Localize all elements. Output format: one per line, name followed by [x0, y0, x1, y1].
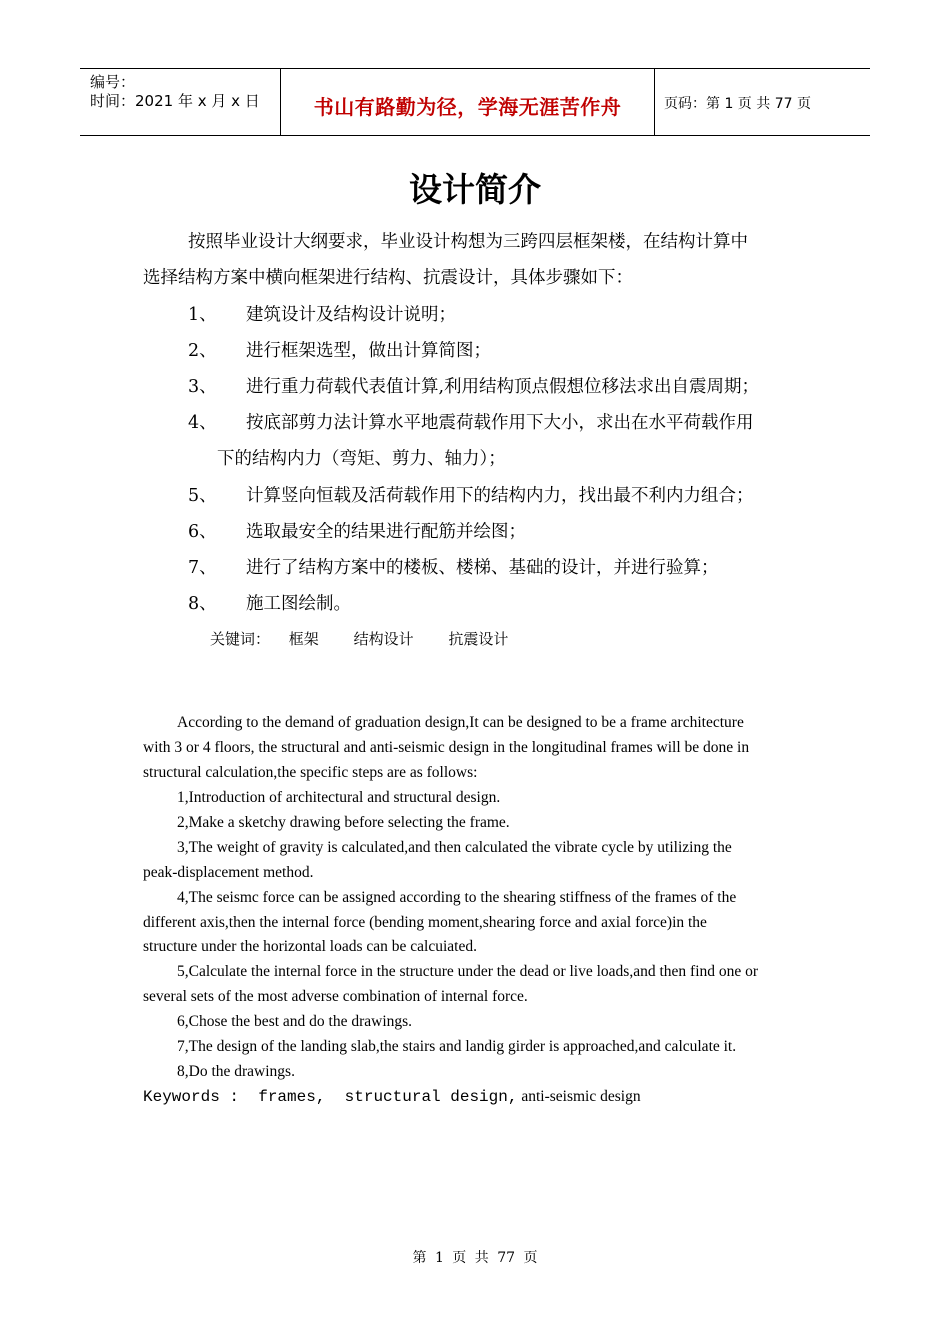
english-line: structural calculation,the specific steps are as follows:: [143, 764, 478, 781]
english-line: 7,The design of the landing slab,the stairs and landig girder is approached,and calculate it.: [177, 1038, 737, 1055]
english-line: different axis,then the internal force (bending moment,shearing force and axial force)in the: [143, 914, 707, 931]
list-item-text: 进行框架选型，做出计算简图；: [246, 341, 491, 361]
keywords-zh-label: 关键词：: [210, 630, 271, 648]
list-item-text: 进行重力荷载代表值计算,利用结构顶点假想位移法求出自震周期；: [246, 377, 760, 397]
page-info: 页码：第 1 页 共 77 页: [664, 96, 811, 112]
header-page-cell: [655, 69, 870, 135]
keywords-zh: [210, 628, 538, 649]
list-item-continuation: 下的结构内力（弯矩、剪力、轴力）；: [217, 449, 506, 469]
list-item-number: 6、: [188, 522, 217, 542]
list-item-number: 3、: [188, 377, 217, 397]
list-item-number: 8、: [188, 594, 217, 614]
list-item-number: 5、: [188, 486, 217, 506]
english-line: 8,Do the drawings.: [177, 1063, 295, 1080]
list-item-number: 4、: [188, 413, 217, 433]
keywords-en-label: Keywords : frames, structural design,: [143, 1088, 518, 1106]
code-label: 编号：: [90, 73, 136, 91]
page-footer: 第 1 页 共 77 页: [412, 1250, 538, 1266]
intro-line-2: 选择结构方案中横向框架进行结构、抗震设计，具体步骤如下：: [143, 268, 633, 288]
list-item-text: 建筑设计及结构设计说明；: [246, 305, 456, 325]
list-item-number: 1、: [188, 305, 217, 325]
list-item-text: 施工图绘制。: [246, 594, 351, 614]
keywords-en-last: anti-seismic design: [517, 1088, 641, 1105]
english-line: with 3 or 4 floors, the structural and anti-seismic design in the longitudinal frames will be done in: [143, 739, 750, 756]
english-line: 4,The seismc force can be assigned according to the shearing stiffness of the frames of the: [177, 889, 737, 906]
keyword: 结构设计: [353, 630, 414, 648]
keyword: 框架: [288, 630, 319, 648]
english-line: structure under the horizontal loads can be calcuiated.: [143, 938, 477, 955]
list-item-text: 计算竖向恒载及活荷载作用下的结构内力，找出最不利内力组合；: [246, 486, 754, 506]
time-label: 时间：2021 年 x 月 x 日: [90, 92, 260, 110]
english-line: 6,Chose the best and do the drawings.: [177, 1013, 413, 1030]
english-line: According to the demand of graduation design,It can be designed to be a frame architecture: [177, 714, 744, 731]
list-item-text: 按底部剪力法计算水平地震荷载作用下大小，求出在水平荷载作用: [246, 413, 754, 433]
english-line: peak-displacement method.: [143, 864, 314, 881]
header-table: [80, 68, 870, 136]
list-item-number: 2、: [188, 341, 217, 361]
intro-line-1: 按照毕业设计大纲要求，毕业设计构想为三跨四层框架楼，在结构计算中: [188, 232, 748, 252]
header-motto-cell: [281, 69, 655, 135]
english-line: 5,Calculate the internal force in the structure under the dead or live loads,and then find one or: [177, 963, 759, 980]
english-line: 1,Introduction of architectural and structural design.: [177, 789, 501, 806]
page-title: 设计简介: [409, 170, 541, 209]
list-item-number: 7、: [188, 558, 217, 578]
list-item-text: 进行了结构方案中的楼板、楼梯、基础的设计，并进行验算；: [246, 558, 719, 578]
header-info-cell: [80, 69, 281, 135]
list-item-text: 选取最安全的结果进行配筋并绘图；: [246, 522, 526, 542]
english-line: 2,Make a sketchy drawing before selecting the frame.: [177, 814, 510, 831]
keywords-en: [143, 1086, 641, 1106]
english-line: 3,The weight of gravity is calculated,and then calculated the vibrate cycle by utilizing the: [177, 839, 732, 856]
english-line: several sets of the most adverse combination of internal force.: [143, 988, 528, 1005]
motto: 书山有路勤为径，学海无涯苦作舟: [313, 95, 622, 119]
keyword: 抗震设计: [448, 630, 509, 648]
